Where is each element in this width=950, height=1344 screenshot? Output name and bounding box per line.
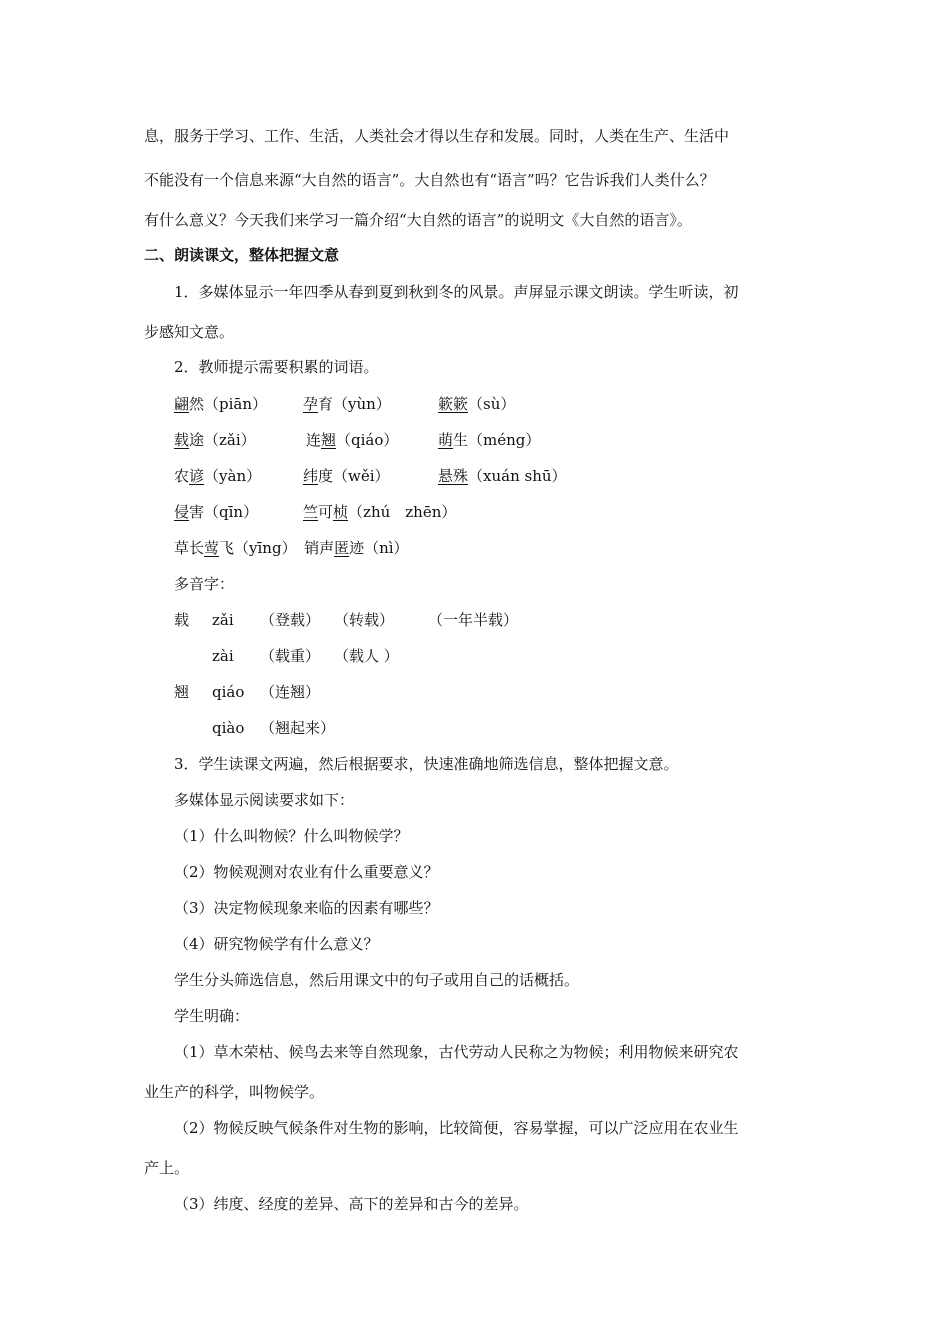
vocab-item: 悬殊（xuán shū） — [438, 467, 567, 485]
polyphone-pinyin: qiáo — [212, 683, 245, 701]
vocab-item: 连翘（qiáo） — [306, 431, 399, 449]
section-heading: 二、朗读课文，整体把握文意 — [144, 246, 340, 264]
polyphone-example: （载重） — [260, 647, 321, 665]
answer1-line-2: 业生产的科学，叫物候学。 — [144, 1083, 325, 1101]
reading-requirements-label: 多媒体显示阅读要求如下： — [174, 791, 355, 809]
vocab-item: 翩然（piān） — [174, 395, 268, 413]
vocab-item: 萌生（méng） — [438, 431, 541, 449]
vocab-item: 农谚（yàn） — [174, 467, 262, 485]
vocab-item: 孕育（yùn） — [303, 395, 391, 413]
polyphone-example: （一年半载） — [428, 611, 519, 629]
student-clarify-label: 学生明确： — [174, 1007, 250, 1025]
step1-line-2: 步感知文意。 — [144, 323, 235, 341]
step2-text: 2．教师提示需要积累的词语。 — [174, 358, 379, 376]
polyphone-example: （载人 ） — [334, 647, 399, 665]
vocab-item: 草长莺飞（yīng） 销声匿迹（nì） — [174, 539, 409, 557]
intro-line-3: 有什么意义？今天我们来学习一篇介绍“大自然的语言”的说明文《大自然的语言》。 — [144, 211, 692, 229]
step1-line-1: 1．多媒体显示一年四季从春到夏到秋到冬的风景。声屏显示课文朗读。学生听读，初 — [174, 283, 739, 301]
polyphone-char: 载 — [174, 611, 190, 629]
intro-line-2: 不能没有一个信息来源“大自然的语言”。大自然也有“语言”吗？它告诉我们人类什么？ — [144, 171, 715, 189]
answer3-text: （3）纬度、经度的差异、高下的差异和古今的差异。 — [174, 1195, 529, 1213]
polyphone-example: （转载） — [334, 611, 395, 629]
vocab-item: 簌簌（sù） — [438, 395, 516, 413]
question-item: （3）决定物候现象来临的因素有哪些？ — [174, 899, 439, 917]
vocab-item: 竺可桢（zhú zhēn） — [303, 503, 457, 521]
polyphone-pinyin: qiào — [212, 719, 245, 737]
question-item: （4）研究物候学有什么意义？ — [174, 935, 379, 953]
vocab-item: 侵害（qīn） — [174, 503, 259, 521]
answer2-line-1: （2）物候反映气候条件对生物的影响，比较简便，容易掌握，可以广泛应用在农业生 — [174, 1119, 739, 1137]
question-item: （1）什么叫物候？什么叫物候学？ — [174, 827, 409, 845]
question-item: （2）物候观测对农业有什么重要意义？ — [174, 863, 439, 881]
polyphone-pinyin: zǎi — [212, 611, 234, 629]
answer1-line-1: （1）草木荣枯、候鸟去来等自然现象，古代劳动人民称之为物候；利用物候来研究农 — [174, 1043, 739, 1061]
polyphone-char: 翘 — [174, 683, 190, 701]
answer2-line-2: 产上。 — [144, 1159, 190, 1177]
polyphone-example: （登载） — [260, 611, 321, 629]
vocab-item: 载途（zǎi） — [174, 431, 256, 449]
polyphone-example: （翘起来） — [260, 719, 336, 737]
polyphone-label: 多音字： — [174, 575, 235, 593]
vocab-item: 纬度（wěi） — [303, 467, 390, 485]
step3-text: 3．学生读课文两遍，然后根据要求，快速准确地筛选信息，整体把握文意。 — [174, 755, 679, 773]
student-task-text: 学生分头筛选信息，然后用课文中的句子或用自己的话概括。 — [174, 971, 580, 989]
intro-line-1: 息，服务于学习、工作、生活，人类社会才得以生存和发展。同时，人类在生产、生活中 — [144, 127, 730, 145]
polyphone-example: （连翘） — [260, 683, 321, 701]
polyphone-pinyin: zài — [212, 647, 234, 665]
